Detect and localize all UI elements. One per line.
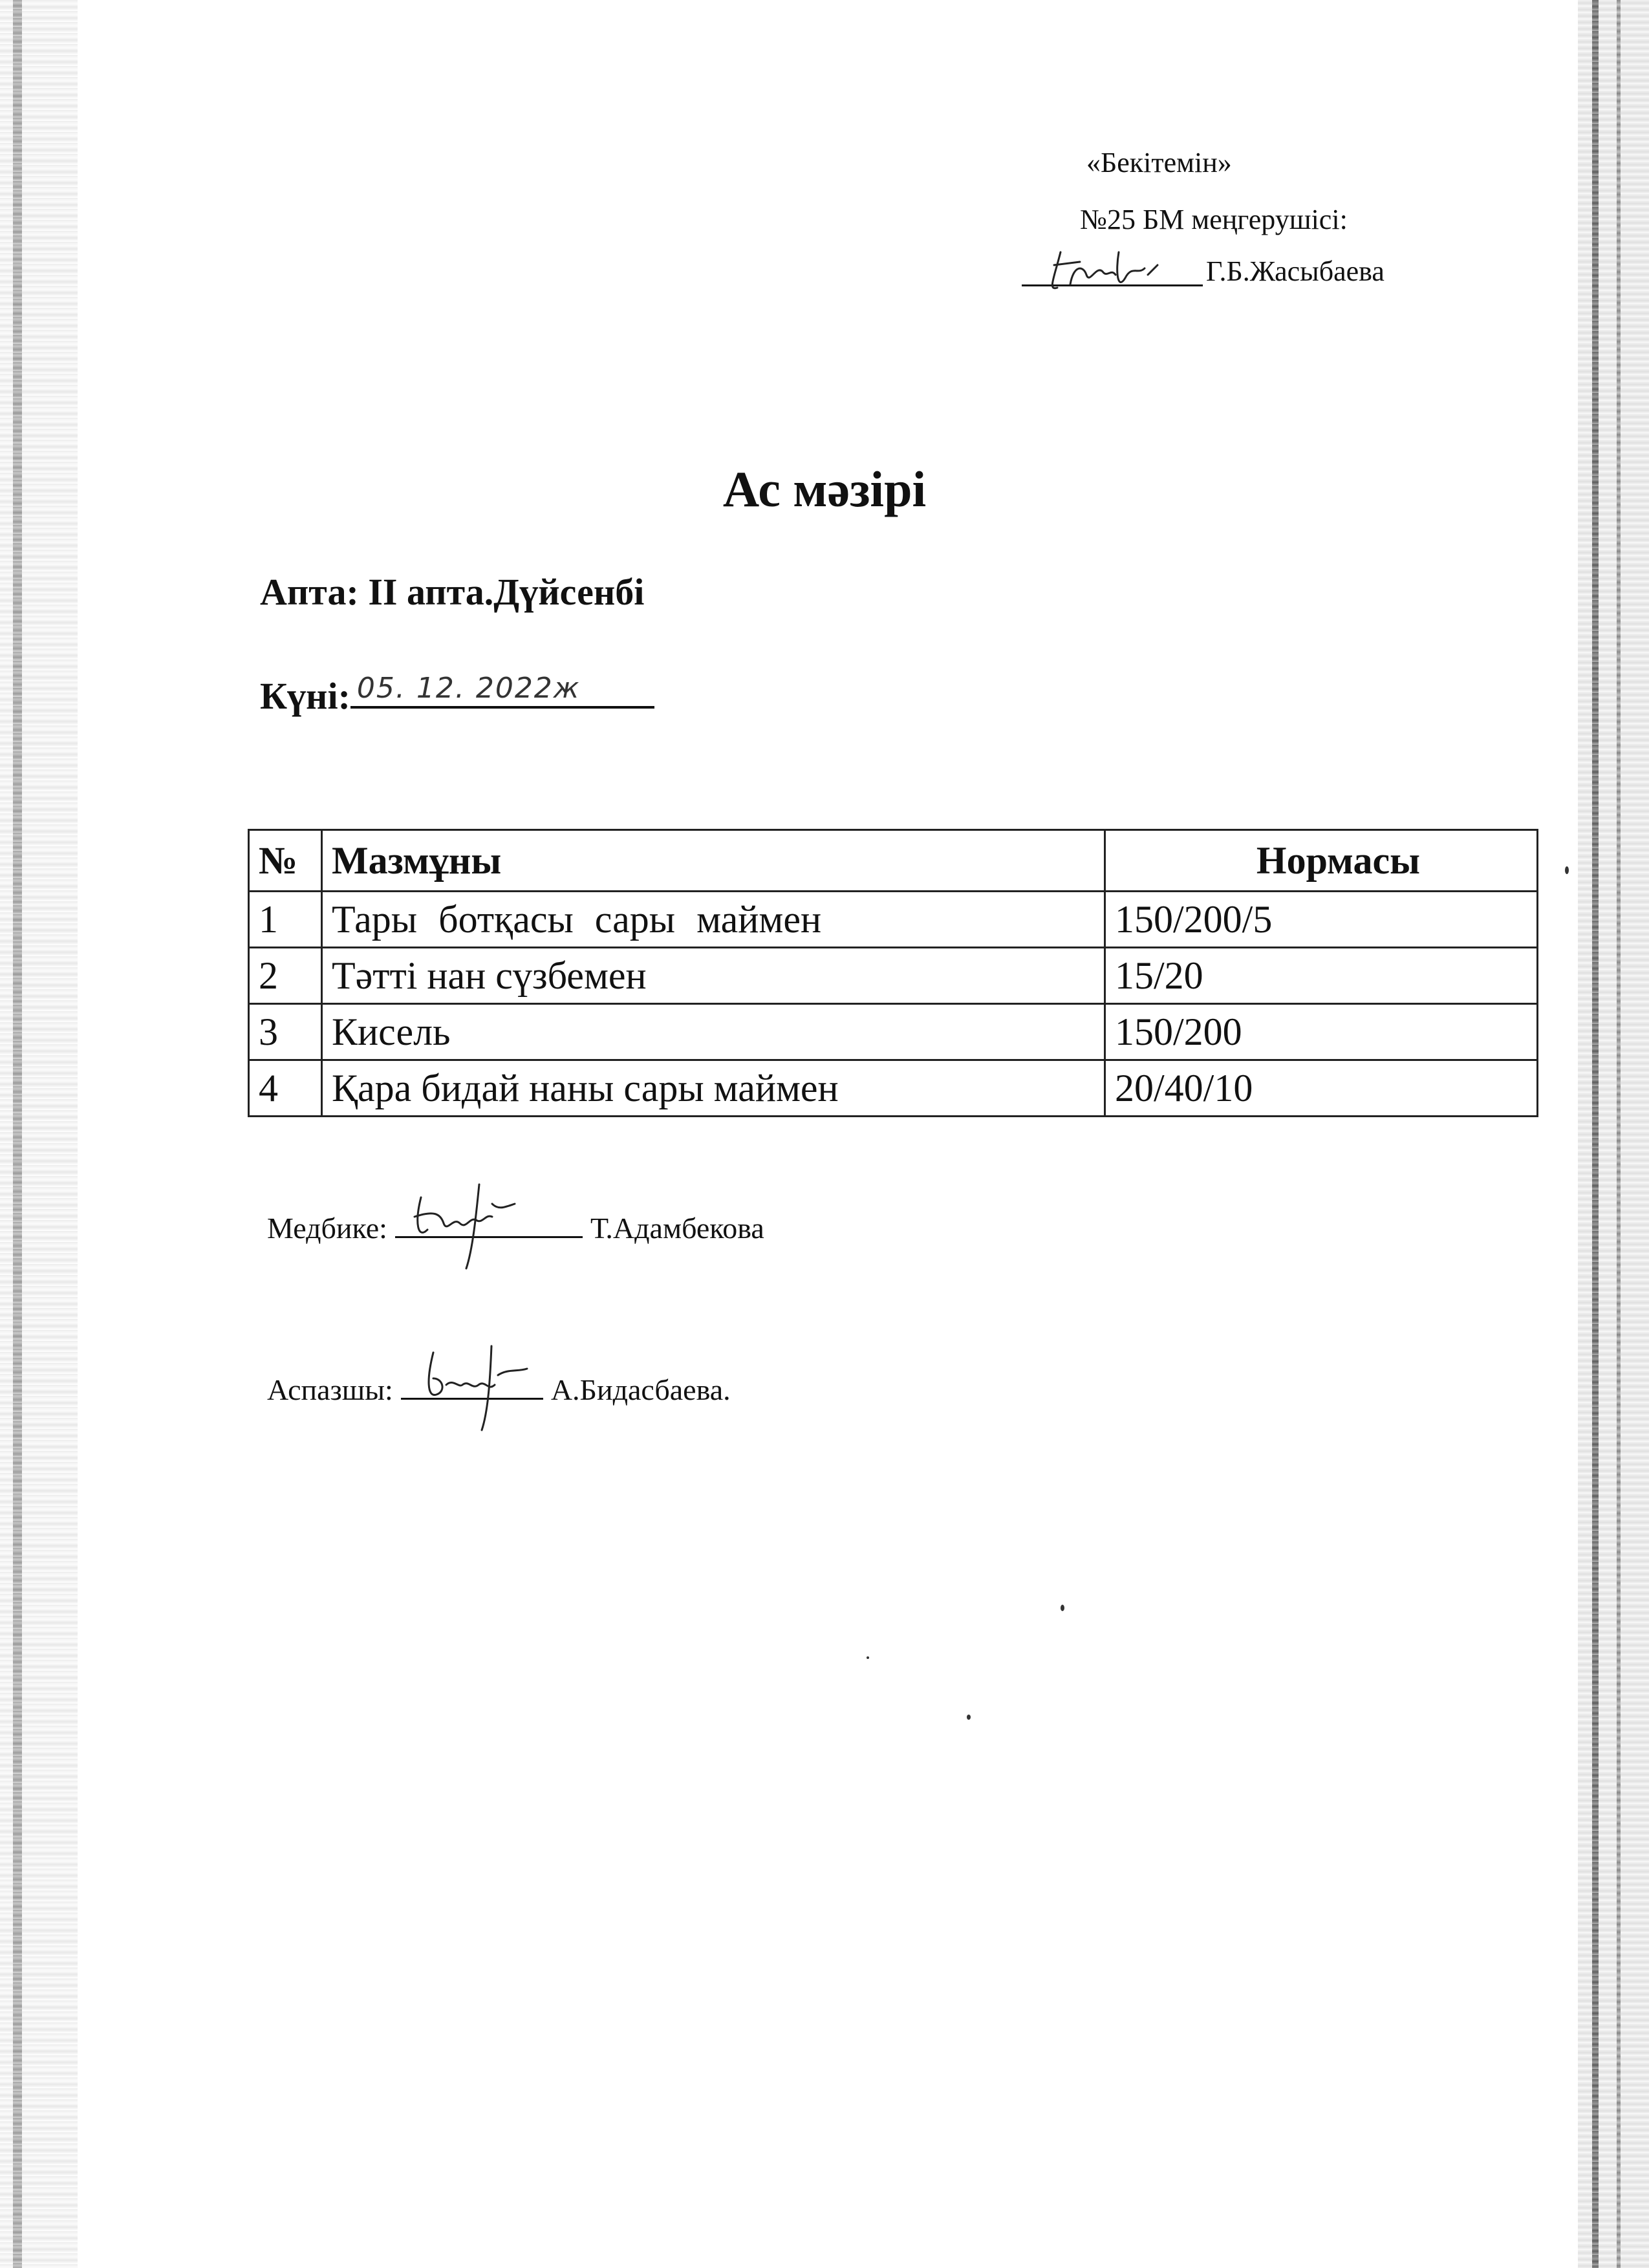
head-signature-icon xyxy=(1035,239,1190,297)
cook-signature-line xyxy=(401,1365,543,1400)
week-line: Апта: ІІ апта.Дүйсенбі xyxy=(260,571,645,613)
nurse-label: Медбике: xyxy=(267,1212,387,1245)
nurse-signature-icon xyxy=(402,1178,531,1275)
nurse-signature-row xyxy=(267,1204,764,1245)
row-name: Кисель xyxy=(322,1004,1105,1060)
row-no: 4 xyxy=(249,1060,322,1117)
nurse-name: Т.Адамбекова xyxy=(590,1212,764,1245)
row-norm: 150/200/5 xyxy=(1105,892,1538,948)
head-role: №25 БМ меңгерушісі: xyxy=(1080,204,1348,235)
scan-edge-right xyxy=(1578,0,1649,2268)
cook-name: А.Бидасбаева. xyxy=(550,1373,731,1406)
row-no: 2 xyxy=(249,948,322,1004)
table-row xyxy=(249,948,1538,1004)
row-norm: 150/200 xyxy=(1105,1004,1538,1060)
cook-signature-row xyxy=(267,1365,731,1407)
nurse-signature-line xyxy=(395,1204,583,1238)
header-name: Мазмұны xyxy=(322,830,1105,892)
head-name: Г.Б.Жасыбаева xyxy=(1206,255,1385,287)
scan-speck xyxy=(1061,1605,1064,1611)
cook-label: Аспазшы: xyxy=(267,1373,393,1406)
row-norm: 20/40/10 xyxy=(1105,1060,1538,1117)
date-line xyxy=(260,667,654,718)
row-no: 3 xyxy=(249,1004,322,1060)
scan-speck xyxy=(967,1715,971,1720)
table-row xyxy=(249,892,1538,948)
header-no: № xyxy=(249,830,322,892)
date-handwritten: 05. 12. 2022ж xyxy=(356,672,581,705)
table-row xyxy=(249,1004,1538,1060)
scan-edge-left xyxy=(0,0,78,2268)
row-name: Тәтті нан сүзбемен xyxy=(322,948,1105,1004)
table-header-row xyxy=(249,830,1538,892)
scan-speck xyxy=(1565,866,1569,874)
row-name: Тары ботқасы сары маймен xyxy=(322,892,1105,948)
scan-speck xyxy=(867,1656,869,1659)
page-title: Ас мәзірі xyxy=(722,461,927,517)
row-name: Қара бидай наны сары маймен xyxy=(322,1060,1105,1117)
approval-title: «Бекітемін» xyxy=(1086,147,1232,178)
row-no: 1 xyxy=(249,892,322,948)
table-row xyxy=(249,1060,1538,1117)
date-label: Күні: xyxy=(260,675,350,717)
row-norm: 15/20 xyxy=(1105,948,1538,1004)
header-norm: Нормасы xyxy=(1105,830,1538,892)
cook-signature-icon xyxy=(407,1340,537,1437)
date-field xyxy=(350,667,654,709)
menu-table xyxy=(248,829,1538,1117)
